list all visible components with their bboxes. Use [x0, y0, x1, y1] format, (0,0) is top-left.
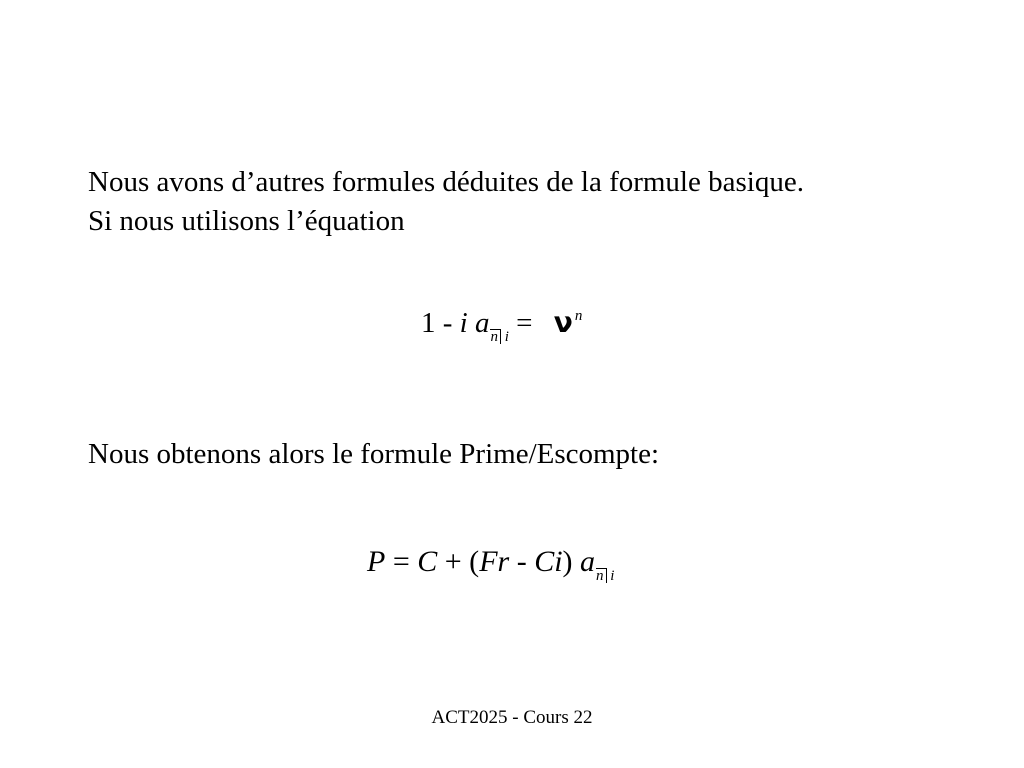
formula1-subscript	[490, 329, 508, 345]
formula1-equals: =	[508, 307, 540, 339]
formula-premium-discount	[367, 544, 614, 585]
formula2-eq: =	[385, 545, 418, 578]
formula2-Fr: Fr	[479, 545, 510, 578]
formula2-angle-n: n	[596, 568, 607, 583]
formula2-subscript	[596, 568, 614, 584]
paragraph-line-1: Nous avons d’autres formules déduites de la formule basique.	[88, 166, 804, 198]
formula2-C: C	[417, 545, 438, 578]
paragraph-line-3: Nous obtenons alors le formule Prime/Escompte:	[88, 438, 660, 470]
formula1-minus: -	[435, 307, 460, 339]
formula2-P: P	[367, 545, 386, 578]
formula1-one: 1	[421, 307, 436, 339]
formula1-a: a	[474, 307, 490, 339]
formula2-Ci: Ci	[534, 545, 563, 578]
formula2-sub-i: i	[610, 568, 615, 584]
formula2-plus: + (	[437, 545, 480, 578]
formula1-angle-n: n	[490, 329, 501, 344]
formula-annuity-identity	[421, 305, 582, 346]
formula2-a: a	[580, 545, 596, 578]
slide-footer: ACT2025 - Cours 22	[431, 707, 593, 728]
formula1-sup-n: n	[574, 308, 583, 324]
paragraph-line-2: Si nous utilisons l’équation	[88, 205, 405, 237]
formula2-close: )	[562, 545, 581, 578]
formula1-i: i	[459, 307, 468, 339]
formula2-minus: -	[509, 545, 535, 578]
formula1-sub-i: i	[504, 329, 509, 345]
formula1-nu: ν	[553, 306, 573, 339]
